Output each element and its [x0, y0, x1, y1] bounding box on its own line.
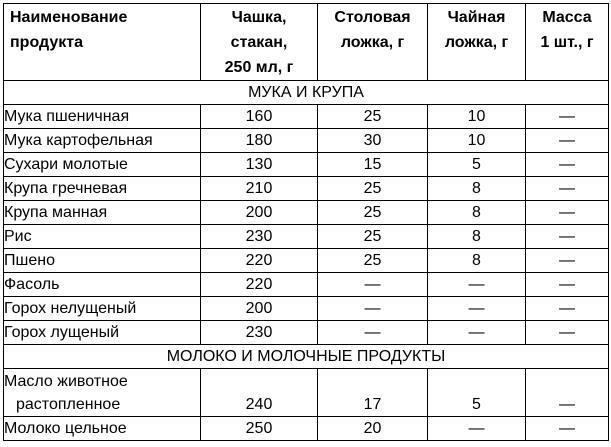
tablespoon-value-cell: —: [318, 297, 428, 321]
product-name-cell: Горох лущеный: [4, 321, 201, 345]
piece-mass-value-cell: —: [526, 249, 609, 273]
cup-value-cell: 230: [201, 321, 318, 345]
section-header-row: [4, 345, 609, 369]
product-name-cell: Фасоль: [4, 273, 201, 297]
tablespoon-value-cell: 25: [318, 249, 428, 273]
teaspoon-value-cell: 8: [428, 201, 526, 225]
table-row: [4, 225, 609, 249]
piece-mass-value-cell: —: [526, 273, 609, 297]
table-row: [4, 249, 609, 273]
cup-value-cell: 220: [201, 249, 318, 273]
piece-mass-value-cell: —: [526, 417, 609, 441]
piece-mass-value-cell: —: [526, 129, 609, 153]
product-name-cell: Крупа манная: [4, 201, 201, 225]
cup-value-cell: 210: [201, 177, 318, 201]
cup-value-cell: 130: [201, 153, 318, 177]
product-name-cell: Рис: [4, 225, 201, 249]
teaspoon-value-cell: 8: [428, 177, 526, 201]
piece-mass-value-cell: —: [526, 201, 609, 225]
header-product-name: Наименование продукта: [4, 4, 201, 81]
teaspoon-value-cell: —: [428, 417, 526, 441]
teaspoon-value-cell: 8: [428, 249, 526, 273]
piece-mass-value-cell: —: [526, 177, 609, 201]
product-name-cell: Сухари молотые: [4, 153, 201, 177]
header-teaspoon: Чайная ложка, г: [428, 4, 526, 81]
tablespoon-value-cell: 25: [318, 225, 428, 249]
teaspoon-value-cell: —: [428, 273, 526, 297]
table-body: [4, 81, 609, 441]
table-row: [4, 273, 609, 297]
teaspoon-value-cell: 5: [428, 153, 526, 177]
tablespoon-value-cell: 17: [318, 369, 428, 417]
table-row: [4, 417, 609, 441]
product-name-cell: Пшено: [4, 249, 201, 273]
teaspoon-value-cell: —: [428, 321, 526, 345]
product-name-cell: Мука пшеничная: [4, 105, 201, 129]
tablespoon-value-cell: 25: [318, 105, 428, 129]
tablespoon-value-cell: —: [318, 273, 428, 297]
teaspoon-value-cell: 8: [428, 225, 526, 249]
cup-value-cell: 220: [201, 273, 318, 297]
piece-mass-value-cell: —: [526, 105, 609, 129]
product-name-cell: [4, 369, 201, 417]
header-row: [4, 4, 609, 81]
cup-value-cell: 250: [201, 417, 318, 441]
tablespoon-value-cell: 20: [318, 417, 428, 441]
section-title: МОЛОКО И МОЛОЧНЫЕ ПРОДУКТЫ: [4, 345, 609, 369]
cup-value-cell: 240: [201, 369, 318, 417]
cup-value-cell: 160: [201, 105, 318, 129]
piece-mass-value-cell: —: [526, 225, 609, 249]
table-row: [4, 153, 609, 177]
piece-mass-value-cell: —: [526, 321, 609, 345]
cup-value-cell: 200: [201, 201, 318, 225]
header-cup: Чашка, стакан, 250 мл, г: [201, 4, 318, 81]
tablespoon-value-cell: 15: [318, 153, 428, 177]
cup-value-cell: 230: [201, 225, 318, 249]
product-name-cell: Молоко цельное: [4, 417, 201, 441]
product-name-line: растопленное: [16, 395, 121, 413]
piece-mass-value-cell: —: [526, 153, 609, 177]
section-title: МУКА И КРУПА: [4, 81, 609, 105]
table-row: [4, 129, 609, 153]
tablespoon-value-cell: 25: [318, 177, 428, 201]
teaspoon-value-cell: 5: [428, 369, 526, 417]
teaspoon-value-cell: 10: [428, 129, 526, 153]
product-name-line: Масло животное: [4, 372, 128, 390]
product-name-cell: Крупа гречневая: [4, 177, 201, 201]
cup-value-cell: 180: [201, 129, 318, 153]
section-header-row: [4, 81, 609, 105]
piece-mass-value-cell: —: [526, 369, 609, 417]
teaspoon-value-cell: —: [428, 297, 526, 321]
tablespoon-value-cell: —: [318, 321, 428, 345]
table-row: [4, 321, 609, 345]
table-row: [4, 105, 609, 129]
product-name-cell: Мука картофельная: [4, 129, 201, 153]
table-row: [4, 201, 609, 225]
product-name-cell: Горох нелущеный: [4, 297, 201, 321]
table-row: [4, 369, 609, 417]
tablespoon-value-cell: 30: [318, 129, 428, 153]
piece-mass-value-cell: —: [526, 297, 609, 321]
tablespoon-value-cell: 25: [318, 201, 428, 225]
header-piece-mass: Масса 1 шт., г: [526, 4, 609, 81]
header-tablespoon: Столовая ложка, г: [318, 4, 428, 81]
teaspoon-value-cell: 10: [428, 105, 526, 129]
table-row: [4, 177, 609, 201]
cup-value-cell: 200: [201, 297, 318, 321]
measures-table: [3, 3, 609, 441]
table-row: [4, 297, 609, 321]
